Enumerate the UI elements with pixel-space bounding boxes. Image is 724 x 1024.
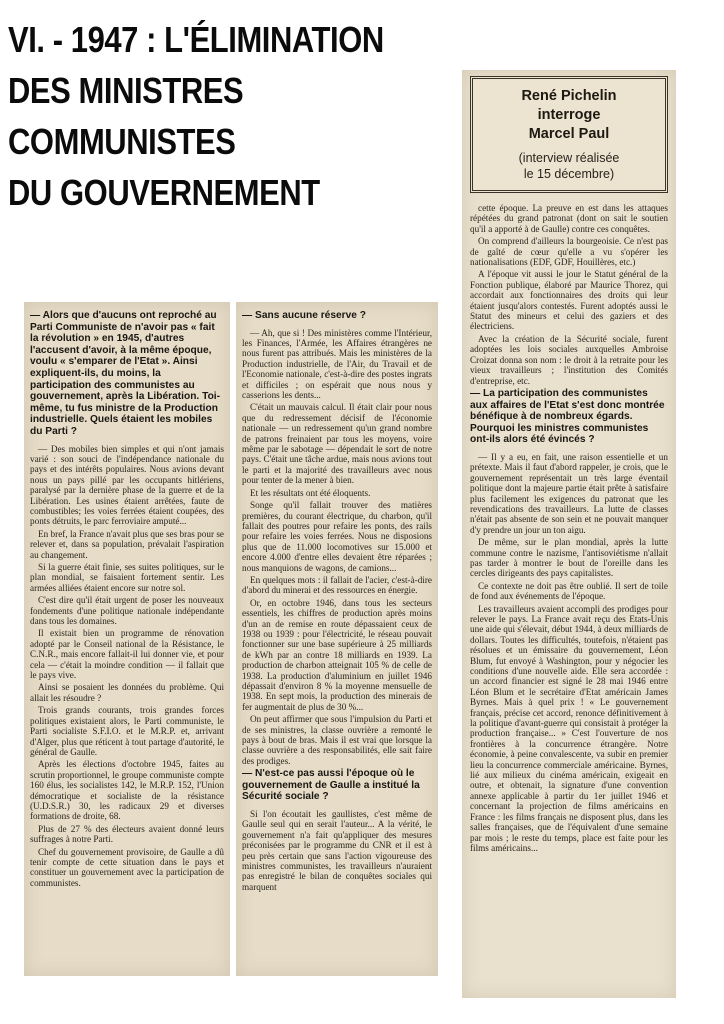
headline-line-2: DES MINISTRES <box>8 70 244 111</box>
paragraph: Songe qu'il fallait trouver des matières premières, du courant électrique, du charbon, qu'il fallait des poutres pour refaire les ponts, des rails pour refaire les voies ferrées. Nous ne disposions plus que de 11.000 locomotives sur 15.000 et encore 4.000 d'entre elles devaient être réparées ; nous manquions de wagons, de camions... <box>242 500 432 573</box>
paragraph: On comprend d'ailleurs la bourgeoisie. Ce n'est pas de gaîté de cœur qu'elle a vu s'opérer les nationalisations (EDF, GDF, Houillères, etc.) <box>470 236 668 268</box>
article-column-1 <box>24 302 230 976</box>
paragraph: Si la guerre était finie, ses suites politiques, sur le plan mondial, se faisaient fortement sentir. Les armées alliées étaient encore sur notre sol. <box>30 562 224 593</box>
paragraph: — Il y a eu, en fait, une raison essentielle et un prétexte. Mais il faut d'abord rappeler, je crois, que le gouvernement représentait un très large éventail politique dont la majeure partie était prête à satisfaire plus facilement les exigences du patronat que les revendications des travailleurs. La lutte de classes n'était pas absente de son sein et ne pouvait manquer d'y prendre un jour un ton aigu. <box>470 451 668 535</box>
paragraph: Si l'on écoutait les gaullistes, c'est même de Gaulle seul qui en serait l'auteur... A la vérité, le gouvernement n'a fait qu'appliquer des mesures préconisées par le programme du CNR et il est à peu près certain que sans l'action vigoureuse des ministres communistes, les travailleurs n'auraient pas enregistré le bilan de conquêtes sociales qui marquent <box>242 809 432 892</box>
paragraph: De même, sur le plan mondial, après la lutte commune contre le nazisme, l'antisoviétisme n'allait pas tarder à montrer le bout de l'oreille dans les cercles dirigeants des pays capitalistes. <box>470 537 668 579</box>
paragraph: — Ah, que si ! Des ministères comme l'Intérieur, les Finances, l'Armée, les Affaires étrangères ne nous furent pas attribués. Mais les ministères de la Production industrielle, de l'Air, du Travail et de l'Economie nationale, c'est-à-dire des postes ingrats et difficiles ; on espérait que nous nous y casserions les dents... <box>242 327 432 401</box>
interview-question: — Sans aucune réserve ? <box>242 310 367 321</box>
paragraph: Or, en octobre 1946, dans tous les secteurs essentiels, les chiffres de production après moins d'un an de remise en route dépassaient ceux de 1938 ou 1939 : pour l'électricité, le réseau pouvait fonctionner sur une base supérieure à 25 milliards de kWh par an contre 18 milliards en 1939. La production de charbon atteignait 105 % de celle de 1938. La production d'aluminium en juillet 1946 dépassait d'environ 8 % la moyenne mensuelle de 1938. En sept mois, la production des minerais de fer augmentait de plus de 30 %... <box>242 597 432 712</box>
paragraph: Après les élections d'octobre 1945, faites au scrutin proportionnel, le groupe communiste compte 160 élus, les socialistes 142, le M.R.P. 152, l'Union démocratique et socialiste de la résistance (U.D.S.R.) 30, les radicaux 29 et diverses formations de droite, 68. <box>30 759 224 822</box>
paragraph: Plus de 27 % des électeurs avaient donné leurs suffrages à notre Parti. <box>30 823 224 845</box>
paragraph: Ce contexte ne doit pas être oublié. Il sert de toile de fond aux événements de l'époque. <box>470 580 668 602</box>
paragraph: Les travailleurs avaient accompli des prodiges pour relever le pays. La France avait reçu des Etats-Unis une aide qui s'élevait, début 1944, à deux milliards de dollars. Toutes les difficultés, toutefois, n'étaient pas résolues et un émissaire du gouvernement, Léon Blum, fut envoyé à Washington, pour y négocier les conditions d'une nouvelle aide. Elle sera accordée : un accord financier est signé le 28 mai 1946 entre Léon Blum et le secrétaire d'Etat américain James Byrnes. Mais à quel prix ! « Le gouvernement français, précise cet accord, renonce définitivement à la politique d'avant-guerre qui consistait à protéger la production française... » C'est l'ouverture de nos frontières à la concurrence étrangère. Notre économie, à peine convalescente, va subir en premier lieu la concurrence commerciale américaine. Byrnes, lié aux milieux du cinéma américain, exigeait en outre, et obtenait, la signature d'une convention annexe applicable à partir du 1er juillet 1946 et concernant la projection de films américains en France : les films français ne disposent plus, dans les salles françaises, que de l'équivalent d'une semaine par mois ; le reste du temps, place est faite pour les films américains... <box>470 603 668 853</box>
article-column-3 <box>462 70 676 998</box>
paragraph: Avec la création de la Sécurité sociale, furent adoptées les lois sociales auxquelles Ambroise Croizat donna son nom : le droit à la retraite pour les vieux travailleurs ; l'institution des Comités d'entreprise, etc. <box>470 333 668 386</box>
byline-title-1: René Pichelin <box>521 88 617 104</box>
paragraph: A l'époque vit aussi le jour le Statut général de la Fonction publique, élaboré par Maurice Thorez, qui accordait aux fonctionnaires des droits qui leur étaient jusqu'alors contestés. Furent adoptés aussi le Statut des mineurs et celui des gaziers et des électriciens. <box>470 269 668 332</box>
headline-line-1: VI. - 1947 : L'ÉLIMINATION <box>8 19 384 60</box>
paragraph: Chef du gouvernement provisoire, de Gaulle a dû tenir compte de cette situation dans le pays et constituer un gouvernement avec la participation de communistes. <box>30 846 224 888</box>
paragraph: C'était un mauvais calcul. Il était clair pour nous que du redressement décisif de l'économie nationale — un redressement qu'un grand nombre de patrons freinaient par tous les moyens, voire même par le sabotage — dépendait le sort de notre pays. C'était une tâche ardue, mais nous avions tout le parti et la majorité des travailleurs avec nous pour tenter de la mener à bien. <box>242 402 432 486</box>
paragraph: Et les résultats ont été éloquents. <box>250 487 371 498</box>
paragraph: Ainsi se posaient les données du problème. Qui allait les résoudre ? <box>30 682 224 703</box>
paragraph: En quelques mots : il fallait de l'acier, c'est-à-dire d'abord du minerai et des ressources en énergie. <box>242 574 432 596</box>
paragraph: Il existait bien un programme de rénovation adopté par le Conseil national de la Résistance, le C.N.R., mais encore fallait-il lui donner vie, et pour cela — c'était la moindre condition — il fallait que le pays vive. <box>30 628 224 681</box>
paragraph: C'est dire qu'il était urgent de poser les nouveaux fondements d'une politique nationale indépendante dans tous les domaines. <box>30 595 224 627</box>
interview-question: — La participation des communistes aux affaires de l'Etat s'est donc montrée bénéfique à de nombreux égards. Pourquoi les ministres communistes ont-ils alors été évincés ? <box>470 387 665 446</box>
byline-note-2: le 15 décembre) <box>523 167 615 181</box>
byline-box <box>470 76 668 193</box>
headline-line-4: DU GOUVERNEMENT <box>8 172 320 213</box>
paragraph: En bref, la France n'avait plus que ses bras pour se relever et, dans sa population, prévalait l'aspiration au changement. <box>30 528 224 560</box>
paragraph: On peut affirmer que sous l'impulsion du Parti et de ses ministres, la classe ouvrière a remonté le pays à bout de bras. Mais il est vrai que lorsque la classe ouvrière a des responsabilités, elle sait faire des prodiges. <box>242 714 432 766</box>
byline-note-1: (interview réalisée <box>518 151 620 165</box>
article-column-3-body <box>462 199 676 859</box>
byline-title-2: interroge <box>537 107 601 123</box>
headline <box>8 14 455 218</box>
paragraph: cette époque. La preuve en est dans les attaques répétées du grand patronat (dont on sait le soutien qu'il a apporté à de Gaulle) contre ces conquêtes. <box>470 203 668 234</box>
byline-title-3: Marcel Paul <box>528 126 610 142</box>
interview-question: — Alors que d'aucuns ont reproché au Parti Communiste de n'avoir pas « fait la révolution » en 1945, d'autres l'accusent d'avoir, à la même époque, voulu « s'emparer de l'Etat ». Ainsi expliquent-ils, du moins, la participation des communistes au gouvernement, après la Libération. Toi-même, tu fus ministre de la Production industrielle. Quels étaient les mobiles du Parti ? <box>30 310 221 437</box>
interview-question: — N'est-ce pas aussi l'époque où le gouvernement de Gaulle a institué la Sécurité sociale ? <box>242 768 420 803</box>
article-column-2 <box>236 302 438 976</box>
headline-line-3: COMMUNISTES <box>8 121 236 162</box>
paragraph: — Des mobiles bien simples et qui n'ont jamais varié : son souci de l'indépendance nationale du pays et des intérêts populaires. Nous avions devant nous un pays pillé par les occupants hitlériens, paralysé par la dernière phase de la guerre et de la Libération. Les usines étaient arrêtées, faute de combustibles; les voies ferrées étaient coupées, des ponts détruits, le parc ferroviaire amputé... <box>30 443 224 527</box>
paragraph: Trois grands courants, trois grandes forces politiques existaient alors, le Parti communiste, le Parti socialiste S.F.I.O. et le M.R.P. et, arrivant d'Alger, plus que réticent à tout partage d'autorité, le général de Gaulle. <box>30 705 224 757</box>
